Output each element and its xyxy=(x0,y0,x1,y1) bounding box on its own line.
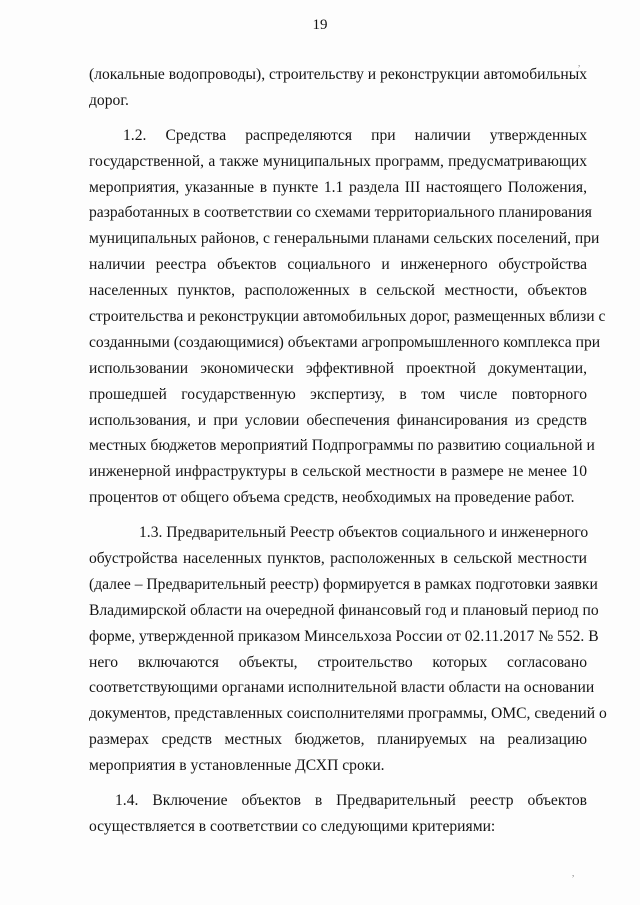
text-line: 1.2. Средства распределяются при наличии утвержденных xyxy=(123,126,587,144)
scan-speck: , xyxy=(578,58,581,68)
text-line: населенных пунктов, расположенных в сельской местности, объектов xyxy=(89,282,587,300)
scan-speck: , xyxy=(572,868,575,878)
paragraph-gap xyxy=(89,511,587,520)
text-line: процентов от общего объема средств, необходимых на проведение работ. xyxy=(89,489,575,507)
text-line: использования, и при условии обеспечения финансирования из средств xyxy=(89,411,587,429)
text-line: государственной, а также муниципальных программ, предусматривающих xyxy=(89,152,587,170)
text-line: осуществляется в соответствии со следующими критериями: xyxy=(89,817,496,835)
text-line: 1.4. Включение объектов в Предварительный реестр объектов xyxy=(115,792,587,810)
text-line: форме, утвержденной приказом Минсельхоза России от 02.11.2017 № 552. В xyxy=(89,627,599,645)
text-line: обустройства населенных пунктов, расположенных в сельской местности xyxy=(89,550,587,568)
text-line: 1.3. Предварительный Реестр объектов социального и инженерного xyxy=(139,524,589,542)
text-line: мероприятия, указанные в пункте 1.1 раздела III настоящего Положения, xyxy=(89,178,587,196)
text-line: соответствующими органами исполнительной власти области на основании xyxy=(89,679,595,697)
text-line: инженерной инфраструктуры в сельской местности в размере не менее 10 xyxy=(89,463,587,481)
text-line: прошедшей государственную экспертизу, в том числе повторного xyxy=(89,385,587,403)
text-line: (далее – Предварительный реестр) формируется в рамках подготовки заявки xyxy=(89,575,598,593)
paragraph-gap xyxy=(89,779,587,788)
text-line: использовании экономически эффективной проектной документации, xyxy=(89,359,587,377)
text-line: него включаются объекты, строительство которых согласовано xyxy=(89,653,587,671)
text-line: мероприятия в установленные ДСХП сроки. xyxy=(89,757,385,775)
text-line: муниципальных районов, с генеральными планами сельских поселений, при xyxy=(89,230,600,248)
text-line: наличии реестра объектов социального и инженерного обустройства xyxy=(89,256,587,274)
text-line: разработанных в соответствии со схемами территориального планирования xyxy=(89,204,592,222)
text-line: строительства и реконструкции автомобильных дорог, размещенных вблизи с xyxy=(89,308,606,326)
text-line: документов, представленных соисполнителями программы, ОМС, сведений о xyxy=(89,705,607,723)
text-line: Владимирской области на очередной финансовый год и плановый период по xyxy=(89,601,599,619)
document-body xyxy=(89,62,607,840)
text-line: местных бюджетов мероприятий Подпрограммы по развитию социальной и xyxy=(89,437,595,455)
text-line: (локальные водопроводы), строительству и реконструкции автомобильных xyxy=(89,66,587,83)
paragraph-gap xyxy=(89,114,587,123)
text-line: созданными (создающимися) объектами агропромышленного комплекса при xyxy=(89,333,601,351)
page-number: 19 xyxy=(312,17,328,33)
text-line: размерах средств местных бюджетов, планируемых на реализацию xyxy=(89,731,587,749)
text-line: дорог. xyxy=(89,91,129,109)
